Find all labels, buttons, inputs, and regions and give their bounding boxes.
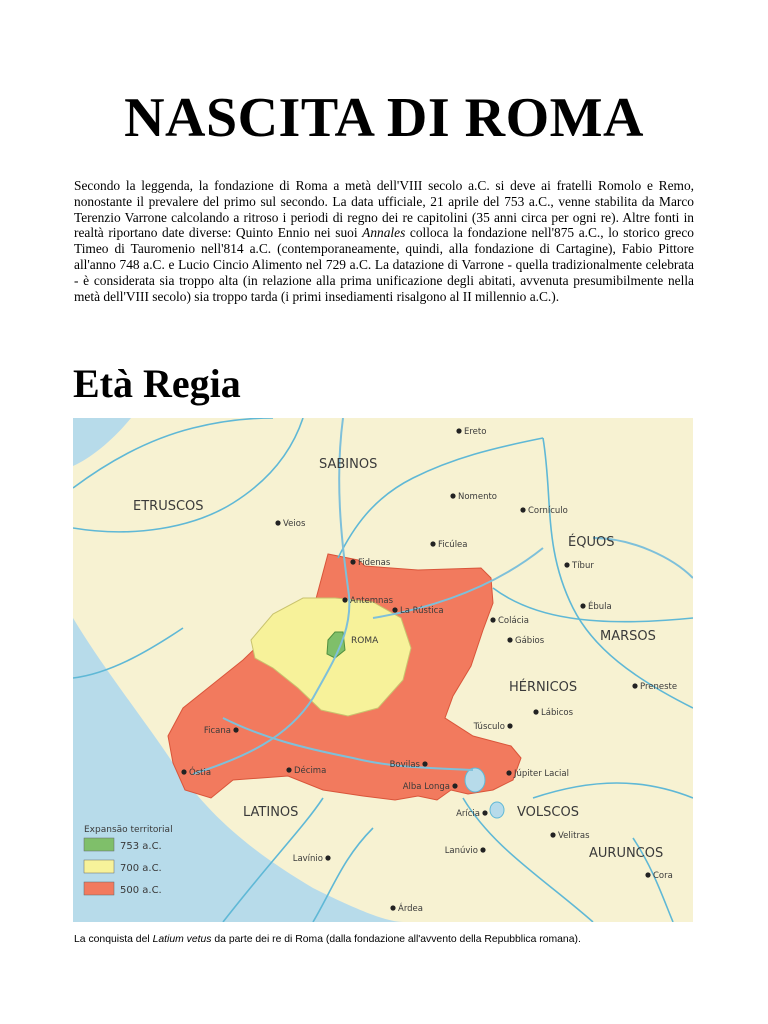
city-label-decima: Décima: [294, 766, 327, 776]
city-label-preneste: Preneste: [640, 682, 678, 692]
map-caption: [74, 934, 714, 945]
label-auruncos: AURUNCOS: [589, 846, 664, 861]
section-heading: Età Regia: [73, 361, 241, 406]
city-label-corniculo: Cornículo: [528, 506, 568, 516]
city-dot-tusculo: [507, 723, 512, 728]
city-dot-tibur: [564, 562, 569, 567]
city-dot-ebula: [580, 603, 585, 608]
label-roma: ROMA: [351, 636, 379, 646]
legend-label-500: 500 a.C.: [120, 885, 162, 896]
lake-nemi: [490, 802, 504, 818]
city-label-colacia: Colácia: [498, 616, 529, 626]
city-label-ereto: Ereto: [464, 427, 487, 437]
city-label-alba-longa: Alba Longa: [402, 782, 450, 792]
city-label-nomento: Nomento: [458, 492, 497, 502]
city-label-lanuvio: Lanúvio: [444, 846, 478, 856]
city-label-tusculo: Túsculo: [473, 722, 505, 732]
legend-swatch-753: [84, 838, 114, 851]
city-label-jupiter-lacial: Júpiter Lacial: [514, 769, 569, 779]
label-etruscos: ETRUSCOS: [133, 499, 204, 514]
city-dot-colacia: [490, 617, 495, 622]
city-dot-bovilas: [422, 761, 427, 766]
city-label-veios: Veios: [283, 519, 306, 529]
city-label-ficana: Ficana: [203, 726, 231, 736]
city-dot-decima: [286, 767, 291, 772]
city-dot-labicos: [533, 709, 538, 714]
city-dot-cora: [645, 872, 650, 877]
label-marsos: MARSOS: [600, 629, 656, 644]
city-dot-ostia: [181, 769, 186, 774]
city-dot-preneste: [632, 683, 637, 688]
legend-label-700: 700 a.C.: [120, 863, 162, 874]
city-label-fidenas: Fidenas: [358, 558, 391, 568]
caption-text-2: da parte dei re di Roma (dalla fondazione all'avvento della Repubblica romana).: [211, 934, 581, 945]
city-dot-veios: [275, 520, 280, 525]
label-latinos: LATINOS: [243, 805, 299, 820]
paragraph-italic-annales: Annales: [362, 225, 406, 241]
map-svg: [73, 418, 693, 922]
label-volscos: VOLSCOS: [517, 805, 579, 820]
city-label-ardea: Árdea: [398, 904, 423, 914]
city-dot-velitras: [550, 832, 555, 837]
paragraph-text-1: Secondo la leggenda, la fondazione di Roma a metà dell'VIII secolo a.C. si deve ai fratelli Romolo e Remo, nonostante il prevalere del primo sul secondo. La data ufficiale, 21 aprile del 753 a.C., venne stabilita da Marco Terenzio Varrone calcolando a ritroso i periodi di regno dei re capitolini (35 anni circa per ogni re). Altre fonti in realtà riportano date diverse: Quinto Ennio nei suoi: [74, 178, 694, 241]
latium-map: [73, 418, 693, 922]
city-dot-lanuvio: [480, 847, 485, 852]
city-dot-corniculo: [520, 507, 525, 512]
legend-swatch-500: [84, 882, 114, 895]
city-dot-antemnas: [342, 597, 347, 602]
caption-text-1: La conquista del: [74, 934, 153, 945]
label-equos: ÉQUOS: [568, 535, 615, 550]
city-dot-ficulea: [430, 541, 435, 546]
city-dot-ereto: [456, 428, 461, 433]
city-label-gabios: Gábios: [515, 636, 545, 646]
caption-italic: Latium vetus: [152, 934, 212, 945]
city-label-aricia: Arícia: [456, 809, 480, 819]
legend-label-753: 753 a.C.: [120, 841, 162, 852]
city-label-antemnas: Antemnas: [350, 596, 394, 606]
city-dot-lavinio: [325, 855, 330, 860]
document-title: NASCITA DI ROMA: [124, 87, 644, 149]
city-dot-ardea: [390, 905, 395, 910]
city-dot-gabios: [507, 637, 512, 642]
city-dot-la-rustica: [392, 607, 397, 612]
city-label-cora: Cora: [653, 871, 673, 881]
city-dot-jupiter-lacial: [506, 770, 511, 775]
city-label-ostia: Óstia: [189, 768, 212, 778]
legend-swatch-700: [84, 860, 114, 873]
city-label-velitras: Velitras: [558, 831, 590, 841]
city-dot-ficana: [233, 727, 238, 732]
label-sabinos: SABINOS: [319, 457, 378, 472]
city-label-ebula: Ébula: [588, 602, 612, 612]
city-dot-alba-longa: [452, 783, 457, 788]
lake-albano: [465, 768, 485, 792]
label-hernicos: HÉRNICOS: [509, 680, 578, 695]
city-label-bovilas: Bovilas: [389, 760, 420, 770]
city-label-la-rustica: La Rústica: [400, 606, 444, 616]
city-label-ficulea: Ficúlea: [438, 540, 468, 550]
city-label-tibur: Tíbur: [572, 561, 594, 571]
city-dot-fidenas: [350, 559, 355, 564]
paragraph-text-2: colloca la fondazione nell'875 a.C., lo storico greco Timeo di Tauromenio nell'814 a.C. (contemporaneamente, quindi, alla fondazione di Cartagine), Fabio Pittore all'anno 748 a.C. e Lucio Cincio Alimento nel 729 a.C. La datazione di Varrone - quella tradizionalmente celebrata - è considerata sia troppo alta (in relazione alla prima unificazione degli abitati, avvenuta presumibilmente nella metà dell'VIII secolo) sia troppo tarda (i primi insediamenti risalgono al II millennio a.C.).: [74, 225, 695, 304]
city-dot-aricia: [482, 810, 487, 815]
city-label-lavinio: Lavínio: [292, 854, 323, 864]
city-label-labicos: Lábicos: [541, 708, 574, 718]
city-dot-nomento: [450, 493, 455, 498]
legend-title: Expansão territorial: [84, 825, 173, 835]
intro-paragraph: [74, 178, 694, 304]
